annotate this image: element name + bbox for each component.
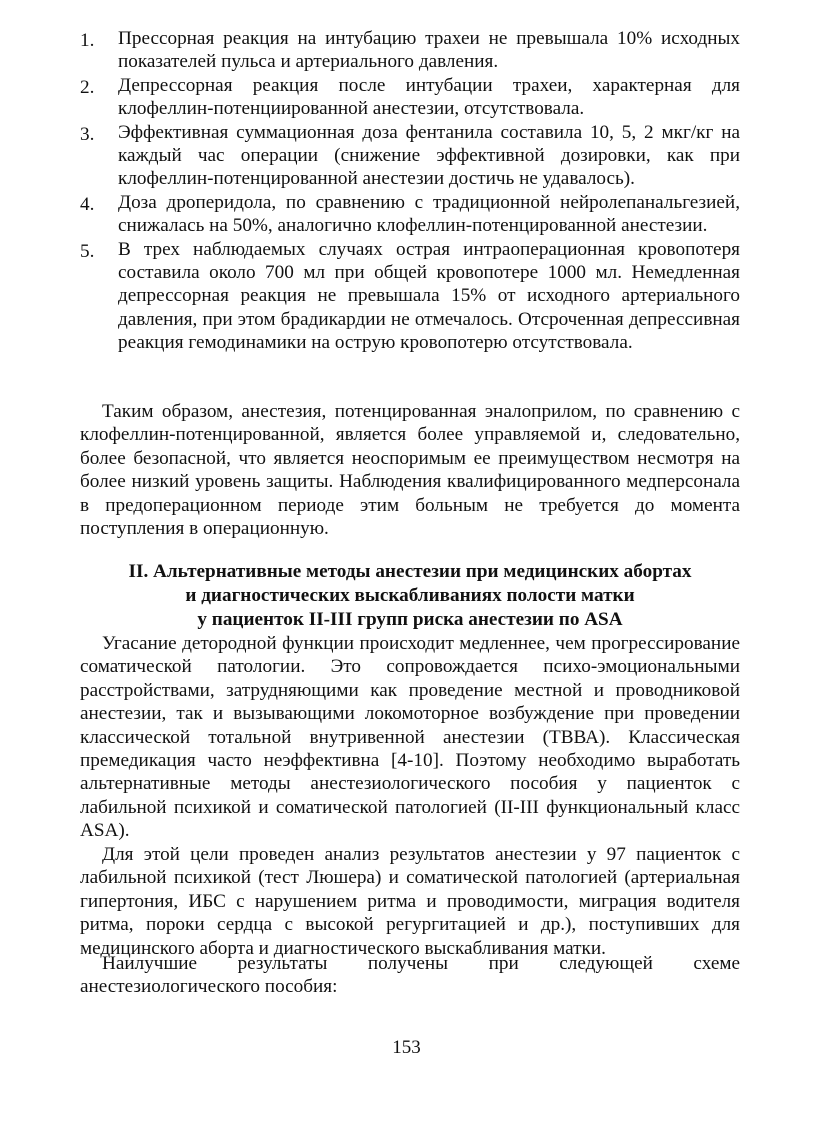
list-item-number: 2. [80,76,95,98]
list-item-text: В трех наблюдаемых случаях острая интраоперационная кровопотеря составила около 700 мл при общей кровопотере 1000 мл. Немедленная депрессорная реакция не превышала 15% от исходного артериального давления, при этом брадикардии не отмечалось. Отсроченная депрессивная реакция гемодинамики на острую кровопотерю отсутствовала. [118,238,740,354]
list-item-text: Доза дроперидола, по сравнению с традиционной нейролепанальгезией, снижалась на 50%, аналогично клофеллин-потенцированной анестезии. [118,191,740,237]
section-heading-line: у пациенток II-III групп риска анестезии по ASA [197,609,623,630]
list-item-text: Прессорная реакция на интубацию трахеи не превышала 10% исходных показателей пульса и артериального давления. [118,28,740,73]
list-item-number: 4. [80,193,95,215]
list-item [80,121,740,191]
list-item-number: 3. [80,123,95,145]
section-heading-line: II. Альтернативные методы анестезии при медицинских абортах [128,561,692,582]
numbered-list [80,27,740,355]
body-paragraph: Наилучшие результаты получены при следующей схеме анестезиологического пособия: [80,953,740,998]
list-item [80,191,740,238]
list-item-text: Эффективная суммационная доза фентанила составила 10, 5, 2 мкг/кг на каждый час операции (снижение эффективной дозировки, как при клофеллин-потенцированной анестезии достичь не удавалось). [118,121,740,190]
conclusion-paragraph: Таким образом, анестезия, потенцированная эналоприлом, по сравнению с клофеллин-потенцированной, является более управляемой и, следовательно, более безопасной, что является неоспоримым ее преимуществом несмотря на более низкий уровень защиты. Наблюдения квалифицированного медперсонала в предоперационном периоде этим больным не требуется до момента поступления в операционную. [80,401,740,540]
section-heading-line: и диагностических выскабливаниях полости матки [185,585,635,606]
list-item [80,74,740,121]
list-item-number: 5. [80,240,95,262]
list-item [80,27,740,74]
body-paragraph: Угасание детородной функции происходит медленнее, чем прогрессирование соматической патологии. Это сопровождается психо-эмоциональными расстройствами, затрудняющими как проведение местной и проводниковой анестезии, так и вызывающими локомоторное возбуждение при проведении классической тотальной внутривенной анестезии (ТВВА). Классическая премедикация часто неэффективна [4-10]. Поэтому необходимо выработать альтернативные методы анестезиологического пособия у пациенток с лабильной психикой и соматической патологией (II-III функциональный класс ASA). [80,633,740,842]
section-heading [80,560,740,632]
body-paragraph: Для этой цели проведен анализ результатов анестезии у 97 пациенток с лабильной психикой (тест Люшера) и соматической патологией (артериальная гипертония, ИБС с нарушением ритма и проводимости, миграция водителя ритма, пороки сердца с высокой регургитацией и др.), поступивших для медицинского аборта и диагностического выскабливания матки. [80,844,740,959]
list-item [80,238,740,355]
page-number: 153 [392,1037,421,1058]
list-item-text: Депрессорная реакция после интубации трахеи, характерная для клофеллин-потенциированной анестезии, отсутствовала. [118,74,740,120]
list-item-number: 1. [80,30,95,51]
